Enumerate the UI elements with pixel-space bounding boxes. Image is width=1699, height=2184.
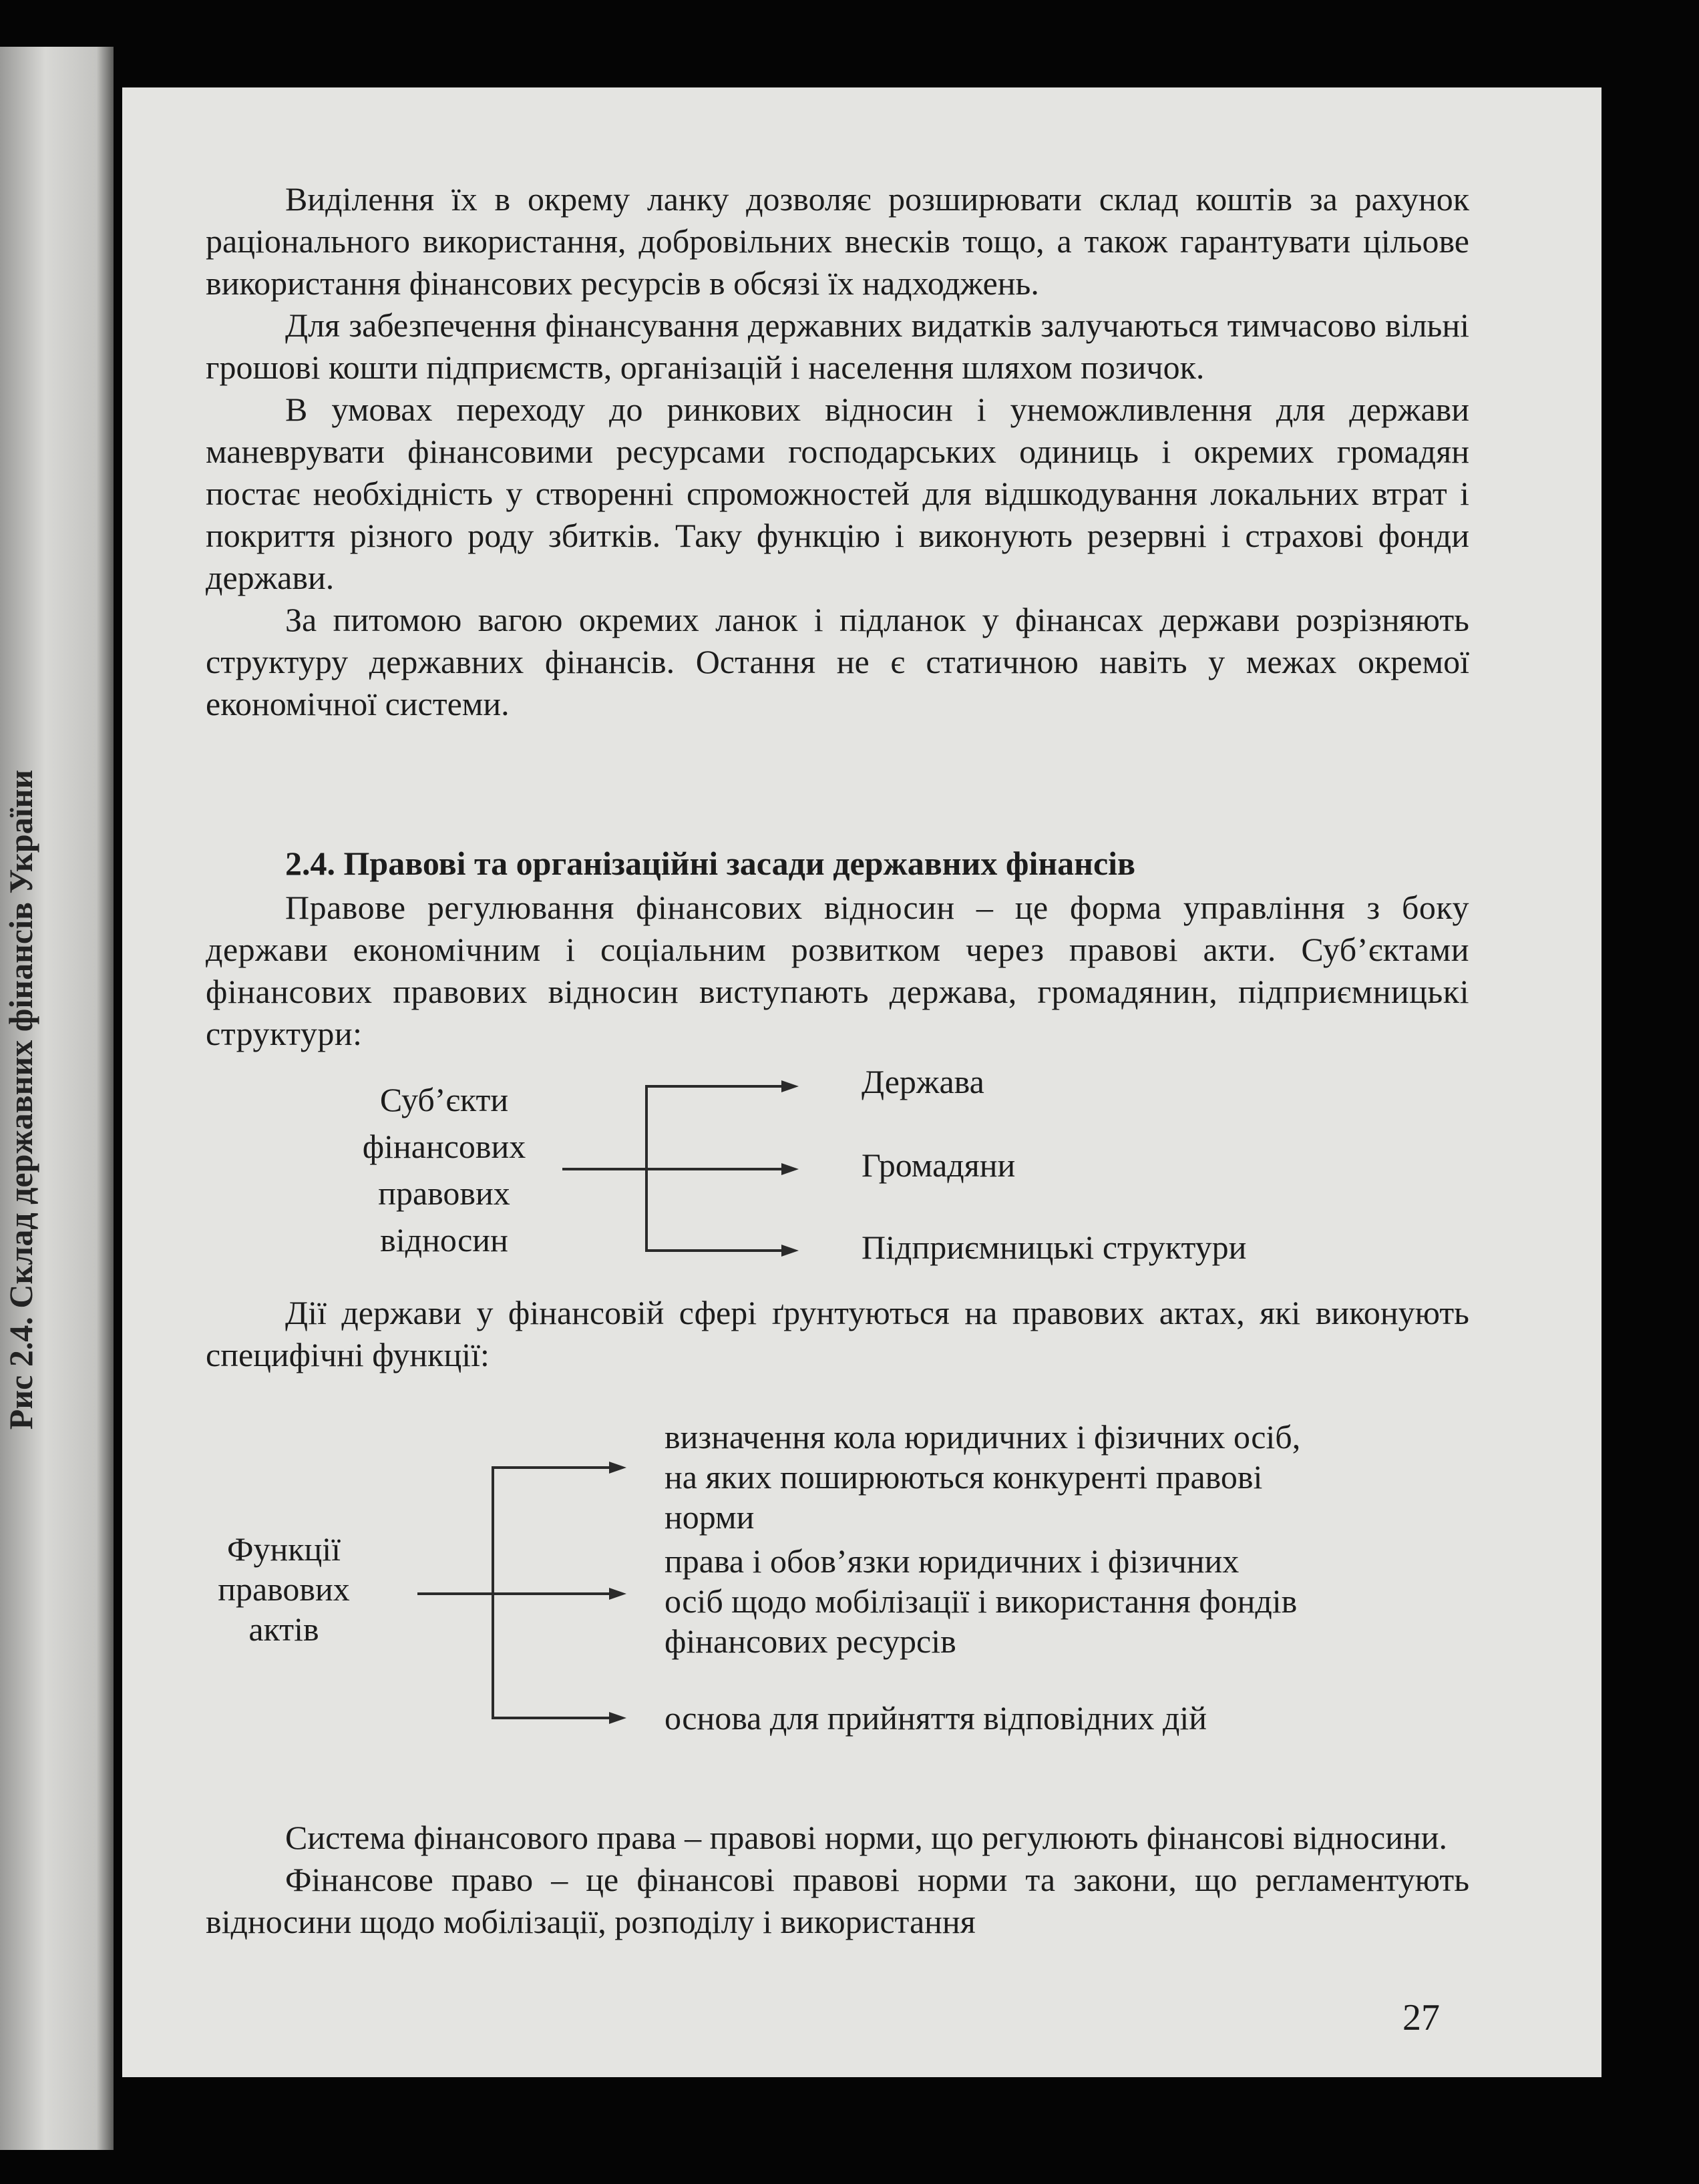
paragraph: Дії держави у фінансовій сфері ґрунтуються на правових актах, які виконують специфічні функції: bbox=[206, 1294, 1469, 1373]
item-line: визначення кола юридичних і фізичних осіб, bbox=[665, 1418, 1301, 1456]
item-line: норми bbox=[665, 1498, 755, 1536]
item-line: на яких поширюються конкуренті правові bbox=[665, 1458, 1263, 1496]
arrow-icon bbox=[781, 1163, 799, 1175]
arrow-icon bbox=[609, 1462, 626, 1474]
connector-line bbox=[492, 1717, 612, 1719]
diagram-item: Громадяни bbox=[862, 1146, 1016, 1184]
page-number: 27 bbox=[1402, 1997, 1440, 2038]
paragraph: В умовах переходу до ринкових відносин і унеможливлення для держави маневрувати фінансовими ресурсами господарських одиниць і окремих громадян постає необхідність у створенні спроможностей для відшкодування локальних втрат і покриття різного роду збитків. Таку функцію і виконують резервні і страхові фонди держави. bbox=[206, 391, 1469, 596]
label-line: правових bbox=[218, 1570, 350, 1608]
body-text-bottom bbox=[206, 1817, 1469, 1943]
arrow-icon bbox=[781, 1080, 799, 1092]
figure-caption-vertical: Рис 2.4. Склад державних фінансів України bbox=[2, 769, 39, 1430]
label-line: правових bbox=[378, 1174, 510, 1212]
diagram-item: Підприємницькі структури bbox=[862, 1229, 1247, 1266]
connector-line bbox=[417, 1592, 493, 1595]
body-text-acts bbox=[206, 1292, 1469, 1376]
diagram-item: Держава bbox=[862, 1063, 984, 1100]
diagram-item bbox=[665, 1698, 1207, 1738]
paragraph: Система фінансового права – правові норми, що регулюють фінансові відносини. bbox=[285, 1819, 1448, 1856]
connector-line bbox=[645, 1249, 785, 1252]
item-line: фінансових ресурсів bbox=[665, 1622, 956, 1660]
item-line: права і обов’язки юридичних і фізичних bbox=[665, 1542, 1240, 1580]
label-line: фінансових bbox=[362, 1128, 526, 1165]
diagram-label bbox=[200, 1529, 367, 1649]
connector-line bbox=[492, 1592, 612, 1595]
paragraph: Правове регулювання фінансових відносин – це форма управління з боку держави економічним і соціальним розвитком через правові акти. Суб’єктами фінансових правових відносин виступають держава, громадянин, підприємницькі структури: bbox=[206, 889, 1469, 1052]
arrow-icon bbox=[609, 1588, 626, 1600]
arrow-icon bbox=[781, 1245, 799, 1257]
paragraph: Виділення їх в окрему ланку дозволяє розширювати склад коштів за рахунок раціонального використання, добровільних внесків тощо, а також гарантувати цільове використання фінансових ресурсів в обсязі їх надходжень. bbox=[206, 180, 1469, 302]
label-line: Функції bbox=[226, 1530, 341, 1568]
body-text-legal bbox=[206, 887, 1469, 1055]
arrow-icon bbox=[609, 1712, 626, 1724]
diagram-label bbox=[347, 1076, 541, 1263]
connector-line bbox=[645, 1085, 785, 1088]
paragraph: Фінансове право – це фінансові правові норми та закони, що регламентують відносини щодо мобілізації, розподілу і використання bbox=[206, 1861, 1469, 1940]
section-heading: 2.4. Правові та організаційні засади державних фінансів bbox=[285, 845, 1136, 882]
item-line: осіб щодо мобілізації і використання фондів bbox=[665, 1582, 1298, 1620]
connector-line bbox=[562, 1168, 646, 1170]
label-line: Суб’єкти bbox=[379, 1081, 509, 1118]
connector-line bbox=[492, 1466, 612, 1469]
connector-line bbox=[645, 1168, 785, 1170]
diagram-item bbox=[665, 1541, 1297, 1661]
diagram-item bbox=[665, 1417, 1300, 1537]
item-line: основа для прийняття відповідних дій bbox=[665, 1699, 1207, 1737]
label-line: відносин bbox=[380, 1221, 508, 1259]
paragraph: За питомою вагою окремих ланок і підланок у фінансах держави розрізняють структуру державних фінансів. Остання не є статичною навіть у межах окремої економічної системи. bbox=[206, 601, 1469, 722]
label-line: актів bbox=[248, 1610, 319, 1648]
body-text-top bbox=[206, 178, 1469, 725]
paragraph: Для забезпечення фінансування державних видатків залучаються тимчасово вільні грошові кошти підприємств, організацій і населення шляхом позичок. bbox=[206, 306, 1469, 386]
